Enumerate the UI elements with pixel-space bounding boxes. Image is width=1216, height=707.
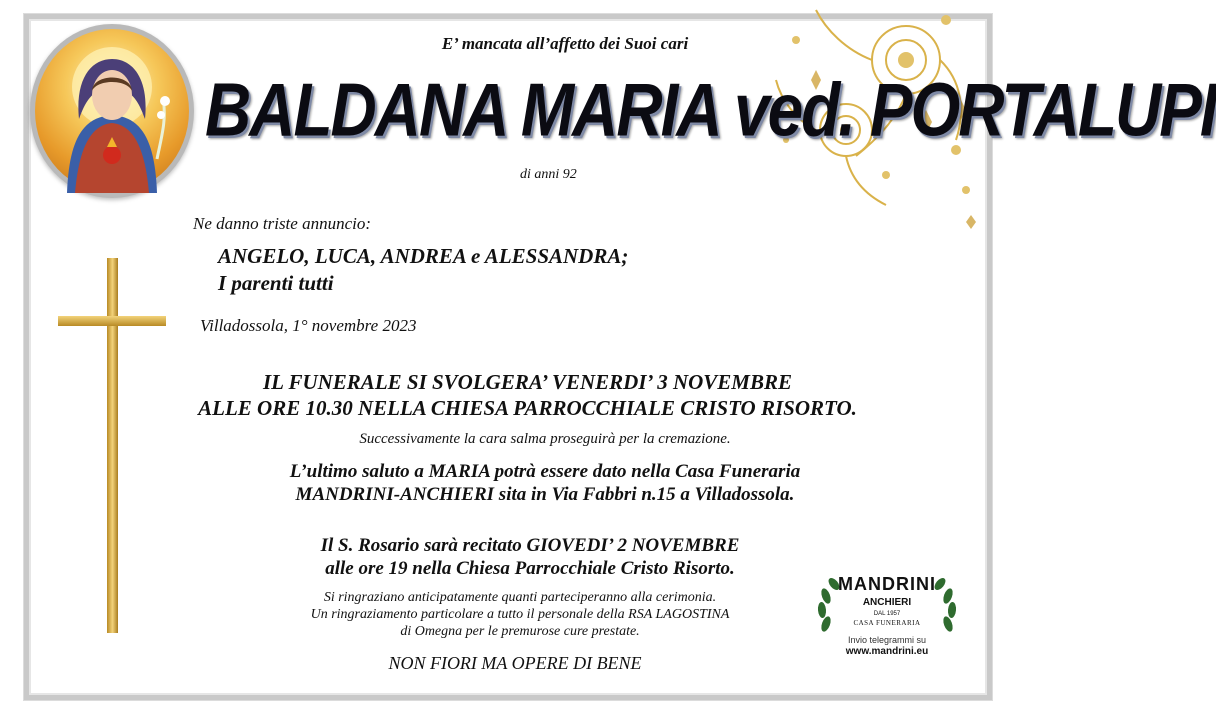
cremation-text: Successivamente la cara salma proseguirà per la cremazione. [359,431,731,447]
funeral-line-2: ALLE ORE 10.30 NELLA CHIESA PARROCCHIALE CRISTO RISORTO. [198,396,857,420]
place-date: Villadossola, 1° novembre 2023 [200,316,417,335]
logo-brand: MANDRINI [838,574,936,594]
thanks-line-2: Un ringraziamento particolare a tutto il personale della RSA LAGOSTINA [310,607,730,622]
thanks-line-3: di Omegna per le premurose cure prestate. [400,624,640,639]
rosary-line-1: Il S. Rosario sarà recitato GIOVEDI’ 2 NOVEMBRE [320,535,740,556]
farewell-line-2: MANDRINI-ANCHIERI sita in Via Fabbri n.15 a Villadossola. [295,484,795,505]
logo-casa: CASA FUNERARIA [853,619,921,627]
logo-since: DAL 1957 [873,611,901,617]
logo-telegram-text: Invio telegrammi su [847,635,927,645]
family-line-1: ANGELO, LUCA, ANDREA e ALESSANDRA; [218,244,629,268]
logo-website: www.mandrini.eu [845,646,929,657]
announce-text: Ne danno triste annuncio: [193,214,372,233]
funeral-home-logo [812,560,962,670]
funeral-line-1: IL FUNERALE SI SVOLGERA’ VENERDI’ 3 NOVEMBRE [262,370,792,394]
rosary-line-2: alle ore 19 nella Chiesa Parrocchiale Cristo Risorto. [325,558,735,579]
closing-text: NON FIORI MA OPERE DI BENE [388,653,642,673]
deceased-name: BALDANA MARIA ved. PORTALUPI [205,67,1216,153]
age-text: di anni 92 [520,167,577,182]
family-line-2: I parenti tutti [218,271,334,295]
thanks-line-1: Si ringraziano anticipatamente quanti parteciperanno alla cerimonia. [323,590,717,605]
intro-text: E’ mancata all’affetto dei Suoi cari [441,34,689,53]
logo-sub: ANCHIERI [862,597,912,608]
farewell-line-1: L’ultimo saluto a MARIA potrà essere dato nella Casa Funeraria [289,461,801,482]
